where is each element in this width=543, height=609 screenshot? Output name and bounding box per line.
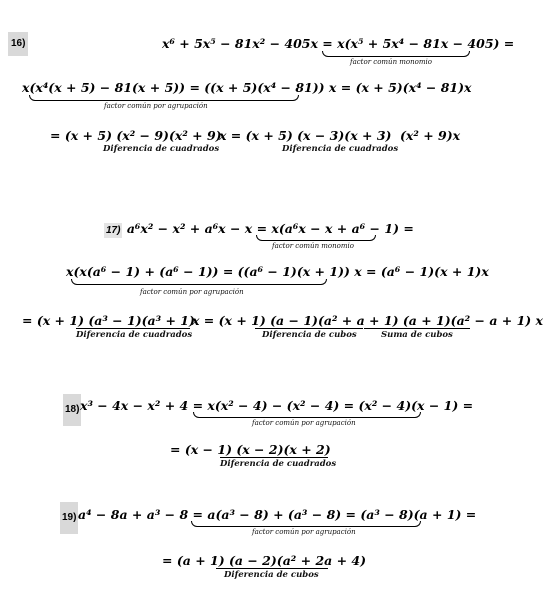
p16-brace-agrupacion: [29, 95, 299, 101]
p18-brace-agrupacion: [193, 412, 421, 418]
p18-underline: [220, 457, 328, 458]
p16-brace-monomio: [322, 51, 470, 57]
p17-note-monomio: factor común monomio: [272, 242, 354, 250]
problem-number-18: 18): [63, 394, 81, 426]
p17-brace-monomio: [256, 235, 376, 241]
p17-note-cubos-suma: Suma de cubos: [381, 330, 453, 340]
p18-note-agrupacion: factor común por agrupación: [252, 419, 356, 427]
p17-underline-3: [364, 328, 470, 329]
problem-number-19: 19): [60, 502, 78, 534]
p17-line3b: x = (x + 1) (a − 1)(a² + a + 1) (a + 1)(a² − a + 1) x: [192, 313, 543, 328]
p17-line2: x(x(a⁶ − 1) + (a⁶ − 1)) = ((a⁶ − 1)(x + 1)) x = (a⁶ − 1)(x + 1)x: [66, 264, 489, 279]
p16-line3b: x = (x + 5) (x − 3)(x + 3): [219, 128, 392, 143]
p17-note-cubos-dif: Diferencia de cubos: [262, 330, 357, 340]
p16-line3a: = (x + 5) (x² − 9)(x² + 9): [50, 128, 222, 143]
p19-note-cubos: Diferencia de cubos: [224, 570, 319, 580]
p16-line1: x⁶ + 5x⁵ − 81x² − 405x = x(x⁵ + 5x⁴ − 81x − 405) =: [162, 36, 515, 51]
p17-note-agrupacion: factor común por agrupación: [140, 288, 244, 296]
p16-note-cuadrados-2: Diferencia de cuadrados: [282, 144, 399, 154]
p17-line1-expr: a⁶x² − x² + a⁶x − x = x(a⁶x − x + a⁶ − 1) =: [126, 221, 414, 236]
p17-underline-1: [76, 328, 190, 329]
p19-brace-agrupacion: [191, 521, 421, 527]
p16-note-cuadrados-1: Diferencia de cuadrados: [103, 144, 220, 154]
p17-note-cuadrados: Diferencia de cuadrados: [76, 330, 193, 340]
p16-note-monomio: factor común monomio: [350, 58, 432, 66]
problem-number-16: 16): [8, 32, 28, 56]
p17-underline-2: [255, 328, 363, 329]
p16-note-agrupacion: factor común por agrupación: [104, 102, 208, 110]
problem-number-17: 17): [106, 225, 121, 236]
p16-line3c: (x² + 9)x: [400, 128, 461, 143]
p19-line2: = (a + 1) (a − 2)(a² + 2a + 4): [162, 553, 367, 568]
p19-note-agrupacion: factor común por agrupación: [252, 528, 356, 536]
p19-line1: a⁴ − 8a + a³ − 8 = a(a³ − 8) + (a³ − 8) = (a³ − 8)(a + 1) =: [78, 507, 477, 522]
p17-line3a: = (x + 1) (a³ − 1)(a³ + 1): [22, 313, 195, 328]
p18-line2: = (x − 1) (x − 2)(x + 2): [170, 442, 331, 457]
p16-line2: x(x⁴(x + 5) − 81(x + 5)) = ((x + 5)(x⁴ − 81)) x = (x + 5)(x⁴ − 81)x: [22, 80, 472, 95]
p19-underline: [216, 568, 328, 569]
p18-line1: x³ − 4x − x² + 4 = x(x² − 4) − (x² − 4) = (x² − 4)(x − 1) =: [80, 398, 474, 413]
p17-brace-agrupacion: [71, 279, 327, 285]
p18-note-cuadrados: Diferencia de cuadrados: [220, 459, 337, 469]
